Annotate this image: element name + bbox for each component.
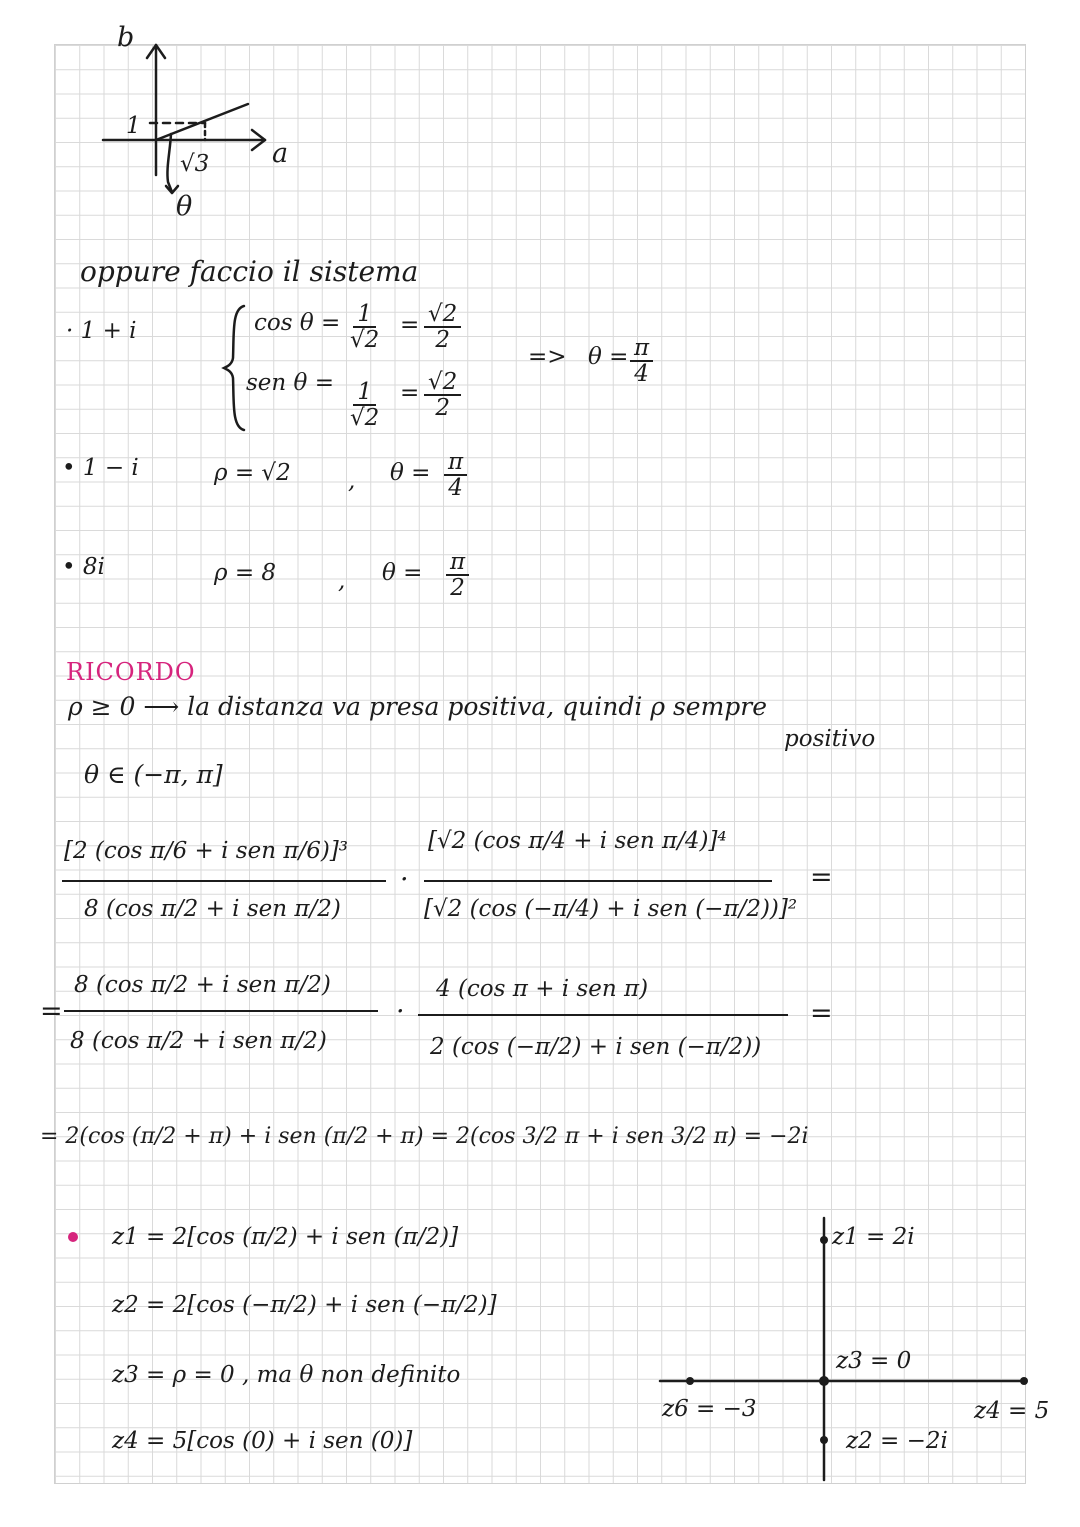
z1-definition: z1 = 2[cos (π/2) + i sen (π/2)] bbox=[112, 1224, 459, 1250]
calc-row1-den2: [√2 (cos (−π/4) + i sen (−π/2))]² bbox=[424, 896, 798, 922]
calc-row1-den1: 8 (cos π/2 + i sen π/2) bbox=[84, 896, 341, 922]
calc-row2-den2: 2 (cos (−π/2) + i sen (−π/2)) bbox=[430, 1034, 762, 1060]
axis-a-label: a bbox=[272, 138, 289, 169]
tick-one-label: 1 bbox=[126, 113, 141, 139]
calc-row2-dot: · bbox=[396, 996, 405, 1027]
ricordo-heading: RICORDO bbox=[66, 658, 196, 686]
calc-row3: = 2(cos (π/2 + π) + i sen (π/2 + π) = 2(cos 3/2 π + i sen 3/2 π) = −2i bbox=[40, 1124, 809, 1149]
bullet-dot bbox=[68, 1232, 78, 1242]
item-2-label: • 1 − i bbox=[62, 455, 139, 481]
calc-row1-num1: [2 (cos π/6 + i sen π/6)]³ bbox=[64, 838, 348, 864]
frac-pi-over-4-a: $\frac{\pi}{4}$ bbox=[630, 336, 653, 386]
calc-row2-num2: 4 (cos π + i sen π) bbox=[436, 976, 649, 1002]
theta-eq-1: θ = bbox=[588, 344, 629, 370]
calc-row2-eq: = bbox=[810, 998, 833, 1029]
z4-definition: z4 = 5[cos (0) + i sen (0)] bbox=[112, 1428, 413, 1454]
calc-row1-eq: = bbox=[810, 862, 833, 893]
plane-z3-label: z3 = 0 bbox=[836, 1348, 912, 1374]
item-3-label: • 8i bbox=[62, 554, 105, 580]
frac-1-over-root2-a: $\frac{1}{√2}$ bbox=[350, 301, 380, 354]
calc-row2-leading-eq: = bbox=[40, 996, 63, 1027]
ricordo-line-1b: positivo bbox=[784, 726, 876, 752]
angle-theta-label: θ bbox=[176, 191, 193, 222]
frac-root2-over-2-a: $\frac{√2}{2}$ bbox=[424, 302, 461, 352]
calc-row1-bar2 bbox=[424, 880, 772, 882]
axis-b-label: b bbox=[117, 22, 135, 53]
ricordo-line-2: θ ∈ (−π, π] bbox=[84, 760, 223, 789]
rho-sqrt2: ρ = √2 bbox=[214, 460, 291, 486]
calc-row1-dot: · bbox=[400, 864, 409, 895]
z2-definition: z2 = 2[cos (−π/2) + i sen (−π/2)] bbox=[112, 1292, 497, 1318]
ricordo-line-1: ρ ≥ 0 ⟶ la distanza va presa positiva, quindi ρ sempre bbox=[68, 692, 768, 721]
system-brace bbox=[222, 303, 252, 433]
comma-3: , bbox=[338, 568, 346, 594]
calc-row2-num1: 8 (cos π/2 + i sen π/2) bbox=[74, 972, 331, 998]
calc-row2-bar1 bbox=[64, 1010, 378, 1012]
eq-a: = bbox=[400, 312, 420, 338]
sen-theta-lhs: sen θ = bbox=[246, 370, 334, 396]
calc-row1-num2: [√2 (cos π/4 + i sen π/4)]⁴ bbox=[428, 828, 727, 854]
calc-row2-den1: 8 (cos π/2 + i sen π/2) bbox=[70, 1028, 327, 1054]
implies-arrow: => bbox=[528, 344, 567, 370]
angle-arc bbox=[167, 134, 172, 192]
calc-row2-bar2 bbox=[418, 1014, 788, 1016]
angle-diagram bbox=[0, 0, 1080, 240]
intro-text: oppure faccio il sistema bbox=[80, 255, 419, 288]
eq-b: = bbox=[400, 380, 420, 406]
comma-2: , bbox=[348, 468, 356, 494]
frac-1-over-root2-b: $\frac{1}{√2}$ bbox=[350, 379, 380, 432]
frac-pi-over-2: $\frac{\pi}{2}$ bbox=[446, 550, 469, 600]
cos-theta-lhs: cos θ = bbox=[254, 310, 341, 336]
plane-z6-label: z6 = −3 bbox=[662, 1396, 757, 1422]
z3-definition: z3 = ρ = 0 , ma θ non definito bbox=[112, 1362, 461, 1388]
plane-z4-label: z4 = 5 bbox=[974, 1398, 1050, 1424]
frac-pi-over-4-b: $\frac{\pi}{4}$ bbox=[444, 450, 467, 500]
theta-eq-3: θ = bbox=[382, 560, 423, 586]
calc-row1-bar1 bbox=[62, 880, 386, 882]
plane-z1-label: z1 = 2i bbox=[832, 1224, 915, 1250]
item-1-label: · 1 + i bbox=[66, 318, 137, 344]
frac-root2-over-2-b: $\frac{√2}{2}$ bbox=[424, 370, 461, 420]
theta-eq-2: θ = bbox=[390, 460, 431, 486]
rho-8: ρ = 8 bbox=[214, 560, 277, 586]
root-three-label: √3 bbox=[180, 151, 210, 177]
plane-z2-label: z2 = −2i bbox=[846, 1428, 948, 1454]
